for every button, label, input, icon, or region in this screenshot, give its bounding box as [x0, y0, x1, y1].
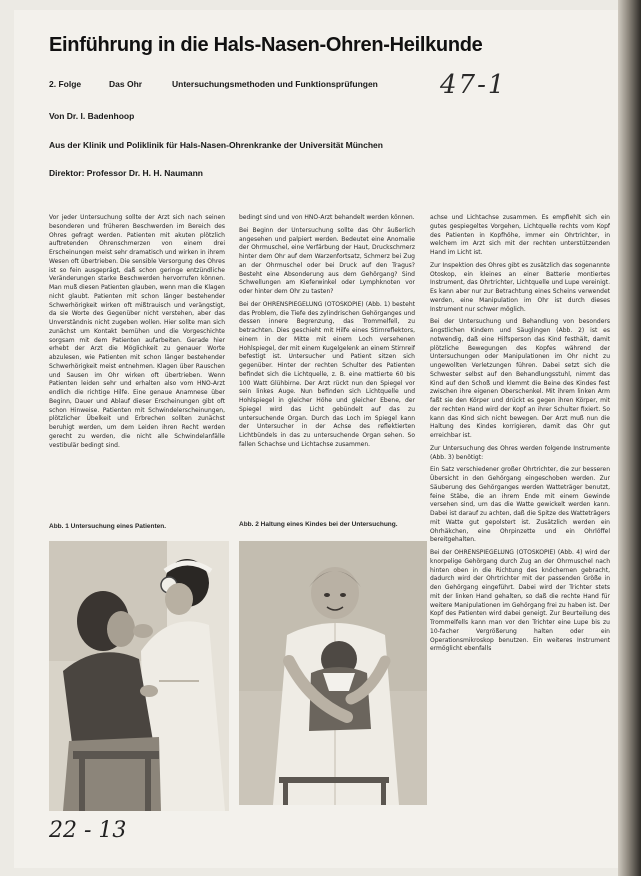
article-title: Einführung in die Hals-Nasen-Ohren-Heilkunde	[49, 34, 483, 56]
page-number: 22 - 13	[49, 818, 127, 843]
exam-scene-illustration	[49, 541, 229, 811]
paragraph: bedingt sind und von HNO-Arzt behandelt werden können.	[239, 214, 415, 221]
author-affiliation: Aus der Klinik und Poliklinik für Hals-Nasen-Ohrenkranke der Universität München	[49, 140, 383, 150]
paragraph: Vor jeder Untersuchung sollte der Arzt sich nach seinen besonderen und früheren Beschwerden im Bereich des Ohres gefragt werden. Patienten mit akuten plötzlich auftretenden Ohrenschmerzen von einem drei Erscheinungen meist sehr dramatisch und wirken in ihrem Wesen oft übertrieben. Die sensible Versorgung des Ohres ist so fein ausgeprägt, daß schon geringe entzündliche Veränderungen starke Beschwerden hervorrufen können. Man muß diesen Patienten glauben, wenn man die Klagen nicht glaubt. Patienten mit schon länger bestehender Schwerhörigkeit wirken oft mißtrauisch und verängstigt, da sie Worte des Gegenüber nicht verstehen, aber das Unverständnis nicht zugeben wollen. Hier sollte man sich zunächst um Kontakt bemühen und die Vorgeschichte sorgsam mit dem Patienten aufarbeiten. Gerade hier erhebt der Arzt die Möglichkeit zu genauer Worte abzulesen, wie Patienten mit schon länger bestehender Schwerhörigkeit meist entnehmen. Klagen über Rauschen und Sausen im Ohr wirken oft übertrieben. Wenn Patienten leiden sehr und erhalten also vom HNO-Arzt endlich die richtige Hilfe. Eine genaue Anamnese über Beginn, Dauer und Ablauf dieser Erscheinungen gibt oft schon Hinweise. Patienten mit Schwindelerscheinungen, plötzlicher Übelkeit und Erbrechen sollten zunächst beruhigt werden, um dem Leiden ihren Recht werden gerecht zu werden, die nicht alle Schwindelanfälle vestibulär bedingt sind.	[49, 214, 225, 449]
article-author: Von Dr. I. Badenhoop	[49, 111, 135, 121]
paragraph: achse und Lichtachse zusammen. Es empfiehlt sich ein gutes gespiegeltes Vorgehen, Lichtquelle rechts vom Kopf des Patienten in Kopfhöhe, immer ein Ohrtrichter, in welchem im Arzt sich mit der rechten unterstützenden Hand im Licht ist.	[430, 214, 610, 256]
handwritten-note: 47-1	[440, 70, 507, 100]
figure-1-caption: Abb. 1 Untersuchung eines Patienten.	[49, 523, 167, 530]
book-binding-shadow	[618, 0, 641, 876]
paragraph: Zur Inspektion des Ohres gibt es zusätzlich das sogenannte Otoskop, ein kleines an einer Batterie montiertes Instrument, das Ohrtrichter, Lichtquelle und Lupe vereinigt. Es kann aber nur zur Betrachtung eines Scheins verwendet werden, eine Manipulation im Ohr ist durch dieses Instrument nur schwer möglich.	[430, 261, 610, 313]
text-column-2	[239, 214, 415, 496]
text-column-1	[49, 214, 225, 496]
organ-label: Das Ohr	[109, 79, 143, 89]
figure-1-photo	[49, 541, 229, 811]
figure-2-photo	[239, 541, 427, 805]
paragraph: Zur Untersuchung des Ohres werden folgende Instrumente (Abb. 3) benötigt:	[430, 444, 610, 461]
text-column-3	[430, 214, 610, 834]
article-topic: Untersuchungsmethoden und Funktionsprüfungen	[172, 79, 378, 89]
paragraph: Bei Beginn der Untersuchung sollte das Ohr äußerlich angesehen und palpiert werden. Bedeutet eine Anomalie der Ohrmuschel, eine Verfärbung der Haut, Druckschmerz hinter dem Ohr auf dem Warzenfortsatz, Schmerz bei Zug an der Ohrmuschel oder bei Druck auf den Tragus? Besteht eine Absonderung aus dem Gehörgang? Sind Schwellungen am Kieferwinkel oder Lymphknoten vor oder hinter dem Ohr zu tasten?	[239, 226, 415, 295]
paragraph: Bei der Untersuchung und Behandlung von besonders ängstlichen Kindern und Säuglingen (Abb. 2) ist es notwendig, daß eine Hilfsperson das Kind festhält, damit plötzliche Bewegungen des Kopfes während der Untersuchungen oder Manipulationen im Ohr nicht zu ungewollten Verletzungen führen. Dabei setzt sich die Schwester selbst auf den Behandlungsstuhl, nimmt das Kind auf den Schoß und klemmt die Beine des Kindes fest zwischen ihre eigenen Oberschenkel. Mit ihrem linken Arm faßt sie den Körper und drückt es gegen ihren Körper, mit der rechten Hand wird der Kopf an ihrer Schulter fixiert. So kann das Kind sich nicht bewegen. Der Arzt muß nun die Haltung des Kindes korrigieren, damit das Ohr gut erreichbar ist.	[430, 318, 610, 439]
paragraph: Bei der OHRENSPIEGELUNG (OTOSKOPIE) (Abb. 1) besteht das Problem, die Tiefe des zylindrischen Gehörganges und dessen innere Begrenzung, das Trommelfell, zu betrachten. Dies geschieht mit Hilfe eines Stirnreflektors, einem in der Mitte mit einem Loch versehenen Hohlspiegel, der mit einem Kugelgelenk an einem Stirnreif befestigt ist. Untersucher und Patient sitzen sich gegenüber. Hinter der rechten Schulter des Patienten befindet sich die Lichtquelle, z. B. eine mattierte 60 bis 100 Watt Glühbirne. Der Arzt rückt nun den Spiegel vor sein linkes Auge. Nun befinden sich Lichtquelle und Hohlspiegel in gleicher Höhe und gleicher Ebene, der Spiegel wird das Licht gebündelt auf das zu untersuchende Organ. Durch das Loch im Spiegel kann der Untersucher in der Achse des reflektierten Lichtbündels in das zu untersuchende Organ sehen. So fallen Schachse und Lichtachse zusammen.	[239, 300, 415, 448]
child-holding-illustration	[239, 541, 427, 805]
series-part-label: 2. Folge	[49, 79, 82, 89]
clinic-director: Direktor: Professor Dr. H. H. Naumann	[49, 168, 203, 178]
paragraph: Bei der OHRENSPIEGELUNG (OTOSKOPIE) (Abb. 4) wird der knorpelige Gehörgang durch Zug an der Ohrmuschel nach hinten oben in die Richtung des knöchernen gebracht, dadurch wird der Ohrtrichter mit der passenden Größe in den Gehörgang eingeführt. Dabei wird der Trichter stets mit der linken Hand gehalten, so daß die rechte Hand für weitere Manipulationen im Gehörgang frei zu haben ist. Der Kopf des Patienten wird dabei geneigt. Zur Beurteilung des Trommelfells kann man vor den Trichter eine Lupe bis zu 10-facher Vergrößerung halten oder ein Operationsmikroskop benutzen. Ein weiteres Instrument ermöglicht ebenfalls	[430, 549, 610, 653]
figure-2-caption: Abb. 2 Haltung eines Kindes bei der Untersuchung.	[239, 521, 398, 528]
paragraph: Ein Satz verschiedener großer Ohrtrichter, die zur besseren Übersicht in den Gehörgang eingeschoben werden. Zur Säuberung des Gehörganges werden Watteträger benutzt, feine Stäbe, die an ihrem Ende mit einem Gewinde versehen sind, um das die Watte gewickelt werden kann. Dabei ist darauf zu achten, daß die Spitze des Watteträgers mit Watte gut gepolstert ist. Zusätzlich werden ein Ohrhäkchen, eine Ohrpinzette und ein Ohrlöffel bereitgehalten.	[430, 466, 610, 544]
